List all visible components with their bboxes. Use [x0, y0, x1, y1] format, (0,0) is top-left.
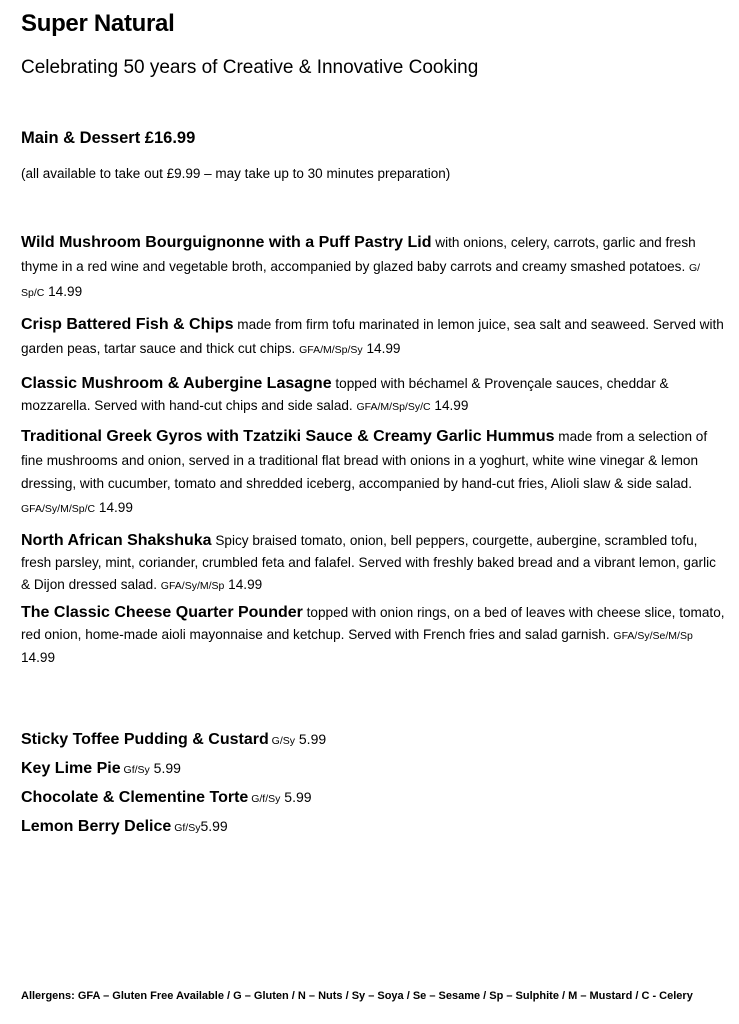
item-name: North African Shakshuka	[21, 532, 212, 549]
item-description: topped with béchamel & Provençale sauces, cheddar & mozzarella. Served with hand-cut chips and side salad.	[21, 376, 669, 413]
allergen-codes: GFA/M/Sp/Sy/C	[356, 401, 431, 413]
takeaway-note: (all available to take out £9.99 – may take up to 30 minutes preparation)	[21, 166, 451, 181]
allergen-codes: G/Sy	[268, 735, 295, 747]
item-name: Chocolate & Clementine Torte	[21, 789, 249, 806]
item-price: 14.99	[362, 340, 401, 356]
item-price: 5.99	[295, 731, 327, 747]
dessert-item	[21, 760, 725, 778]
main-item	[21, 425, 725, 521]
allergen-codes: GFA/Sy/Se/M/Sp	[613, 630, 693, 642]
item-description: made from firm tofu marinated in lemon juice, sea salt and seaweed. Served with garden peas, tartar sauce and thick cut chips.	[21, 317, 724, 356]
item-name: Wild Mushroom Bourguignonne with a Puff Pastry Lid	[21, 234, 432, 251]
dessert-item	[21, 731, 725, 749]
item-name: Key Lime Pie	[21, 760, 121, 777]
item-price: 5.99	[149, 760, 181, 776]
dessert-item	[21, 818, 725, 836]
main-item	[21, 530, 725, 597]
allergen-codes: GFA/Sy/M/Sp/C	[21, 502, 96, 515]
main-item	[21, 313, 725, 362]
item-description: Spicy braised tomato, onion, bell peppers, courgette, aubergine, scrambled tofu, fresh parsley, mint, coriander, crumbled feta and falafel. Served with freshly baked bread and a vibrant lemon, garlic & Dijon dressed salad.	[21, 533, 716, 592]
item-price: 5.99	[200, 818, 228, 834]
item-description: topped with onion rings, on a bed of leaves with cheese slice, tomato, red onion, home-made aioli mayonnaise and ketchup. Served with French fries and salad garnish.	[21, 605, 725, 642]
item-price: 14.99	[44, 284, 83, 299]
allergen-codes: GFA/Sy/M/Sp	[160, 580, 225, 592]
item-name: Sticky Toffee Pudding & Custard	[21, 731, 269, 748]
menu-title: Super Natural	[21, 10, 175, 37]
main-item	[21, 602, 725, 669]
item-description: made from a selection of fine mushrooms and onion, served in a traditional flat bread with onions in a yoghurt, white wine vinegar & lemon dressing, with cucumber, tomato and shredded iceberg, accompanied by hand-cut fries, Alioli slaw & side salad.	[21, 429, 708, 491]
item-price: 14.99	[95, 499, 133, 515]
main-item	[21, 373, 725, 418]
item-name: The Classic Cheese Quarter Pounder	[21, 604, 303, 621]
allergen-codes: Gf/Sy	[120, 764, 150, 776]
item-price: 14.99	[224, 577, 263, 592]
item-price: 5.99	[280, 789, 312, 805]
item-price: 14.99	[430, 398, 469, 413]
allergen-legend: Allergens: GFA – Gluten Free Available / G – Gluten / N – Nuts / Sy – Soya / Se – Sesame / Sp – Sulphite / M – Mustard / C - Celery	[21, 990, 693, 1002]
item-name: Classic Mushroom & Aubergine Lasagne	[21, 375, 332, 392]
menu-subtitle: Celebrating 50 years of Creative & Innovative Cooking	[21, 57, 479, 78]
allergen-codes: Gf/Sy	[171, 822, 201, 834]
item-price: 14.99	[21, 650, 56, 665]
item-name: Traditional Greek Gyros with Tzatziki Sauce & Creamy Garlic Hummus	[21, 428, 555, 445]
item-name: Crisp Battered Fish & Chips	[21, 316, 234, 333]
section-heading: Main & Dessert £16.99	[21, 129, 196, 147]
dessert-item	[21, 789, 725, 807]
allergen-codes: GFA/M/Sp/Sy	[299, 343, 363, 356]
main-item	[21, 231, 725, 306]
item-description: with onions, celery, carrots, garlic and fresh thyme in a red wine and vegetable broth, accompanied by glazed baby carrots and creamy smashed potatoes.	[21, 235, 696, 274]
allergen-codes: G/f/Sy	[248, 793, 281, 805]
allergen-codes: G/ Sp/C	[21, 261, 701, 299]
item-name: Lemon Berry Delice	[21, 818, 172, 835]
